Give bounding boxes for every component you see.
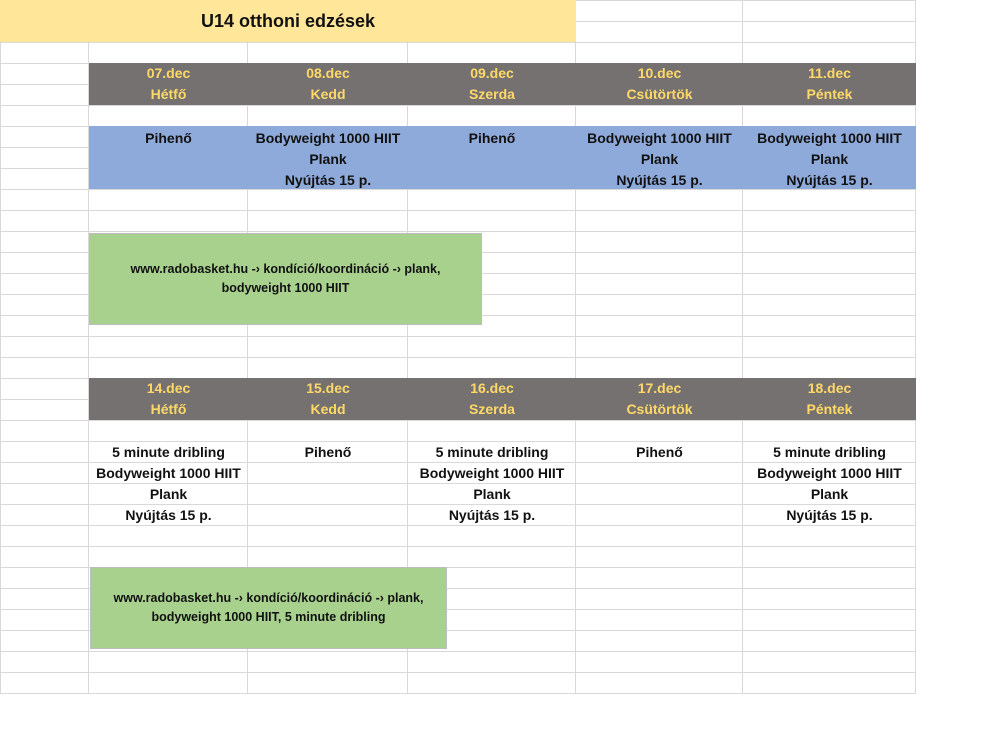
activity-item: Bodyweight 1000 HIIT xyxy=(419,465,565,481)
day-weekday: Hétfő xyxy=(150,86,187,102)
activity-item: Plank xyxy=(640,151,679,167)
day-date: 17.dec xyxy=(637,380,682,396)
note-text: www.radobasket.hu -› kondíció/koordináció -› plank, bodyweight 1000 HIIT xyxy=(130,262,441,295)
day-weekday: Kedd xyxy=(310,401,346,417)
week2-resource-note[interactable] xyxy=(90,567,447,649)
day-date: 16.dec xyxy=(470,380,514,396)
activity-item: 5 minute dribling xyxy=(112,444,225,460)
day-header-w1-mon[interactable] xyxy=(89,63,248,105)
grid-row-line xyxy=(0,336,916,337)
day-header-w2-mon[interactable] xyxy=(89,378,248,420)
activity-item: Nyújtás 15 p. xyxy=(448,507,536,523)
day-date: 09.dec xyxy=(470,65,514,81)
day-header-w1-wed[interactable] xyxy=(408,63,576,105)
activity-item: 5 minute dribling xyxy=(773,444,886,460)
grid-row-line xyxy=(0,42,916,43)
activity-item: Plank xyxy=(473,486,511,502)
day-weekday: Péntek xyxy=(806,401,853,417)
note-text: www.radobasket.hu -› kondíció/koordináció -› plank, bodyweight 1000 HIIT, 5 minute dribling xyxy=(113,591,424,624)
day-date: 11.dec xyxy=(808,65,851,81)
activity-cell-w2-fri[interactable] xyxy=(743,442,916,526)
grid-row-line xyxy=(0,672,916,673)
day-header-w2-tue[interactable] xyxy=(248,378,408,420)
day-date: 18.dec xyxy=(807,380,852,396)
activity-item: Bodyweight 1000 HIIT xyxy=(757,130,902,146)
day-date: 08.dec xyxy=(306,65,350,81)
grid-row-line xyxy=(0,420,916,421)
activity-item: Nyújtás 15 p. xyxy=(616,172,703,188)
activity-item: Plank xyxy=(149,486,188,502)
activity-cell-w1-thu[interactable] xyxy=(576,128,743,191)
day-date: 15.dec xyxy=(306,380,350,396)
activity-item: 5 minute dribling xyxy=(435,444,549,460)
day-weekday: Szerda xyxy=(469,401,515,417)
grid-row-line xyxy=(0,105,916,106)
day-date: 07.dec xyxy=(146,65,191,81)
grid-row-line xyxy=(0,357,916,358)
day-header-w1-thu[interactable] xyxy=(576,63,743,105)
activity-cell-w2-tue[interactable] xyxy=(248,442,408,463)
day-date: 14.dec xyxy=(146,380,191,396)
day-header-w2-wed[interactable] xyxy=(408,378,576,420)
activity-item: Plank xyxy=(810,486,849,502)
grid-column-line xyxy=(0,0,1,693)
day-header-w2-fri[interactable] xyxy=(743,378,916,420)
activity-item: Bodyweight 1000 HIIT xyxy=(96,465,241,481)
day-date: 10.dec xyxy=(637,65,682,81)
activity-item: Bodyweight 1000 HIIT xyxy=(757,465,902,481)
activity-cell-w1-tue[interactable] xyxy=(248,128,408,191)
activity-item: Nyújtás 15 p. xyxy=(786,507,873,523)
activity-cell-w2-wed[interactable] xyxy=(408,442,576,526)
week1-resource-note[interactable] xyxy=(89,233,482,325)
activity-item: Pihenő xyxy=(304,444,352,460)
activity-cell-w2-mon[interactable] xyxy=(89,442,248,526)
activity-item: Nyújtás 15 p. xyxy=(786,172,873,188)
grid-row-line xyxy=(0,546,916,547)
activity-cell-w1-mon[interactable] xyxy=(89,128,248,149)
day-weekday: Hétfő xyxy=(150,401,187,417)
sheet-title[interactable]: U14 otthoni edzések xyxy=(0,0,576,42)
activity-item: Pihenő xyxy=(145,130,192,146)
activity-item: Plank xyxy=(309,151,347,167)
grid-row-line xyxy=(0,231,916,232)
activity-item: Plank xyxy=(810,151,849,167)
activity-cell-w1-fri[interactable] xyxy=(743,128,916,191)
activity-item: Pihenő xyxy=(468,130,516,146)
day-header-w1-tue[interactable] xyxy=(248,63,408,105)
day-header-w1-fri[interactable] xyxy=(743,63,916,105)
activity-item: Nyújtás 15 p. xyxy=(284,172,372,188)
activity-item: Pihenő xyxy=(636,444,683,460)
activity-cell-w1-wed[interactable] xyxy=(408,128,576,149)
activity-item: Bodyweight 1000 HIIT xyxy=(255,130,401,146)
activity-item: Bodyweight 1000 HIIT xyxy=(587,130,732,146)
activity-cell-w2-thu[interactable] xyxy=(576,442,743,463)
activity-item: Nyújtás 15 p. xyxy=(125,507,212,523)
grid-row-line xyxy=(0,693,916,694)
grid-row-line xyxy=(0,210,916,211)
grid-row-line xyxy=(0,651,916,652)
day-weekday: Péntek xyxy=(806,86,853,102)
day-weekday: Kedd xyxy=(310,86,346,102)
day-weekday: Szerda xyxy=(469,86,515,102)
day-weekday: Csütörtök xyxy=(626,86,693,102)
day-header-w2-thu[interactable] xyxy=(576,378,743,420)
day-weekday: Csütörtök xyxy=(626,401,693,417)
